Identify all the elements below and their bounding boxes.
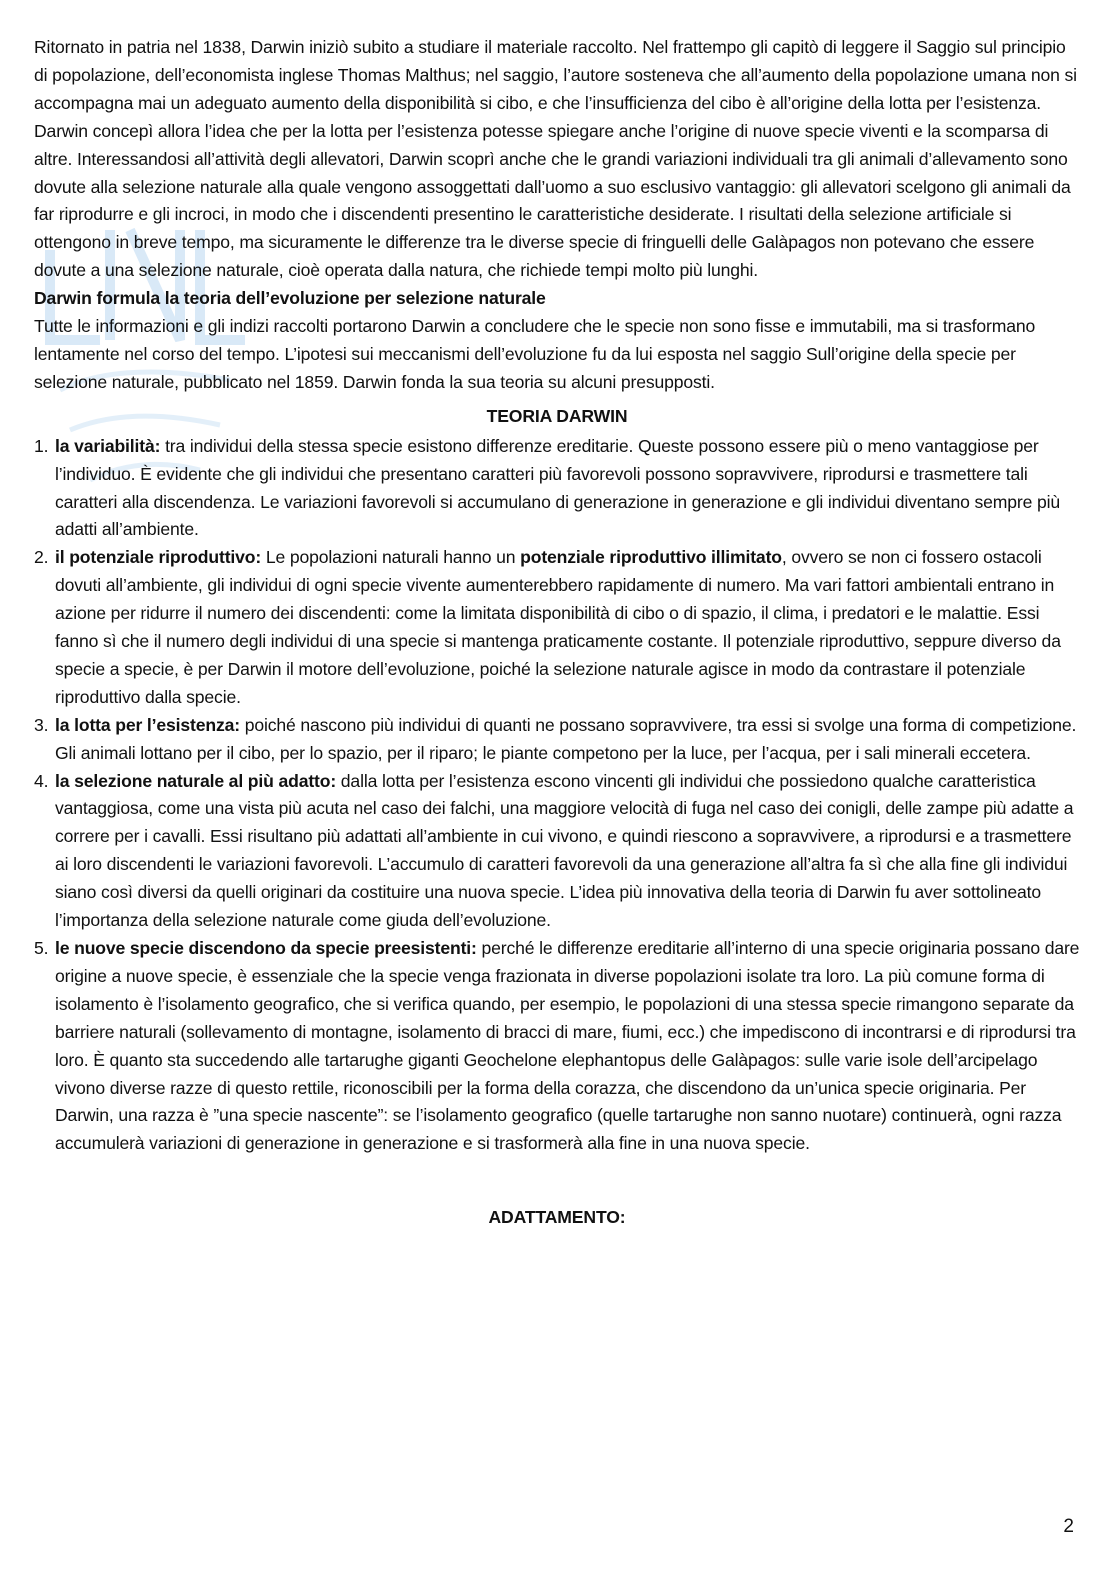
list-item — [34, 433, 1080, 545]
list-item — [34, 935, 1080, 1158]
list-item-term: le nuove specie discendono da specie preesistenti: — [55, 938, 477, 958]
list-item-text: poiché nascono più individui di quanti ne possano sopravvivere, tra essi si svolge una forma di competizione. Gli animali lottano per il cibo, per lo spazio, per il riparo; le piante competono per la luce, per l’acqua, per i sali minerali eccetera. — [55, 714, 1077, 763]
list-item-number: 1. — [34, 435, 49, 456]
list-item-term: la selezione naturale al più adatto: — [55, 770, 337, 791]
list-item — [34, 768, 1080, 935]
list-item — [34, 712, 1080, 768]
list-item-text: , ovvero se non ci fossero ostacoli dovuti all’ambiente, gli individui di ogni specie vivente aumenterebbero rapidamente di numero. Ma vari fattori ambientali entrano in azione per ridurre il numero dei discendenti: come la limitata disponibilità di cibo o di spazio, il clima, i predatori e le malattie. Essi fanno sì che il numero degli individui di una specie si mantenga praticamente costante. Il potenziale riproduttivo, seppure diverso da specie a specie, è per Darwin il motore dell’evoluzione, poiché la selezione naturale agisce in modo da contrastare il potenziale riproduttivo dalla specie. — [55, 547, 1061, 707]
list-item — [34, 544, 1080, 711]
list-item-text: perché le differenze ereditarie all’interno di una specie originaria possano dare origine a nuove specie, è essenziale che la specie venga frazionata in diverse popolazioni isolate tra loro. La più comune forma di isolamento è l’isolamento geografico, che si verifica quando, per esempio, le popolazioni di una stessa specie rimangono separate da barriere naturali (sollevamento di montagne, isolamento di bracci di mare, fiumi, ecc.) che impediscono di incontrarsi e di riprodursi tra loro. È quanto sta succedendo alle tartarughe giganti Geochelone elephantopus delle Galàpagos: sulle varie isole dell’arcipelago vivono diverse razze di questo rettile, riconoscibili per la forma della corazza, che discendono da un’unica specie originaria. Per Darwin, una razza è ”una specie nascente”: se l’isolamento geografico (quelle tartarughe non sanno nuotare) continuerà, ogni razza accumulerà variazioni di generazione in generazione e si trasformerà alla fine in una nuova specie. — [55, 938, 1080, 1154]
adattamento-heading: ADATTAMENTO: — [488, 1207, 626, 1228]
list-item-text: tra individui della stessa specie esistono differenze ereditarie. Queste possono essere più o meno vantaggiose per l’individuo. È evidente che gli individui che presentano caratteri più favorevoli possono sopravvivere, riprodursi e trasmettere tali caratteri alla discendenza. Le variazioni favorevoli si accumulano di generazione in generazione e gli individui diventano sempre più adatti all’ambiente. — [55, 435, 1061, 540]
page-number: 2 — [1063, 1516, 1074, 1537]
list-item-number: 5. — [34, 938, 49, 958]
second-paragraph: Tutte le informazioni e gli indizi raccolti portarono Darwin a concludere che le specie non sono fisse e immutabili, ma si trasformano lentamente nel corso del tempo. L’ipotesi sui meccanismi dell’evoluzione fu da lui esposta nel saggio Sull’origine della specie per selezione naturale, pubblicato nel 1859. Darwin fonda la sua teoria su alcuni presupposti. — [34, 316, 1036, 392]
intro-paragraph: Ritornato in patria nel 1838, Darwin iniziò subito a studiare il materiale raccolto. Nel frattempo gli capitò di leggere il Saggio sul principio di popolazione, dell’economista inglese Thomas Malthus; nel saggio, l’autore sosteneva che all’aumento della popolazione umana non si accompagna mai un adeguato aumento della disponibilità si cibo, e che l’insufficienza del cibo è all’origine della lotta per l’esistenza. Darwin concepì allora l’idea che per la lotta per l’esistenza potesse spiegare anche l’origine di nuove specie viventi e la scomparsa di altre. Interessandosi all’attività degli allevatori, Darwin scoprì anche che le grandi variazioni individuali tra gli animali d’allevamento sono dovute alla selezione naturale alla quale vengono assoggettati dall’uomo a suo esclusivo vantaggio: gli allevatori scelgono gli animali da far riprodurre e gli incroci, in modo che i discendenti presentino le caratteristiche desiderate. I risultati della selezione artificiale si ottengono in breve tempo, ma sicuramente le differenze tra le diverse specie di fringuelli delle Galàpagos non potevano che essere dovute a una selezione naturale, cioè operata dalla natura, che richiede tempi molto più lunghi. — [34, 37, 1077, 281]
list-item-number: 4. — [34, 770, 49, 791]
theory-list — [34, 433, 1080, 1159]
list-item-term: il potenziale riproduttivo: — [55, 547, 262, 568]
list-item-text: dalla lotta per l’esistenza escono vincenti gli individui che possiedono qualche caratteristica vantaggiosa, come una vista più acuta nel caso dei falchi, una maggiore velocità di fuga nel caso dei conigli, delle zampe più adatte a correre per i cavalli. Essi risultano più adattati all’ambiente in cui vivono, e quindi riescono a sopravvivere, a riprodursi e a trasmettere ai loro discendenti le variazioni favorevoli. L’accumulo di caratteri favorevoli da una generazione all’altra fa sì che alla fine gli individui siano così diversi da quelli originari da costituire una nuova specie. L’idea più innovativa della teoria di Darwin fu aver sottolineato l’importanza della selezione naturale come giuda dell’evoluzione. — [55, 770, 1074, 931]
list-item-term: la lotta per l’esistenza: — [55, 714, 240, 735]
theory-heading: TEORIA DARWIN — [486, 405, 628, 426]
list-item-emphasis: potenziale riproduttivo illimitato — [520, 547, 782, 568]
list-item-text: Le popolazioni naturali hanno un — [261, 547, 521, 568]
section-subheading: Darwin formula la teoria dell’evoluzione per selezione naturale — [34, 288, 546, 309]
document-page — [34, 34, 1080, 1232]
list-item-number: 2. — [34, 547, 49, 568]
list-item-number: 3. — [34, 714, 49, 735]
list-item-term: la variabilità: — [55, 435, 161, 456]
